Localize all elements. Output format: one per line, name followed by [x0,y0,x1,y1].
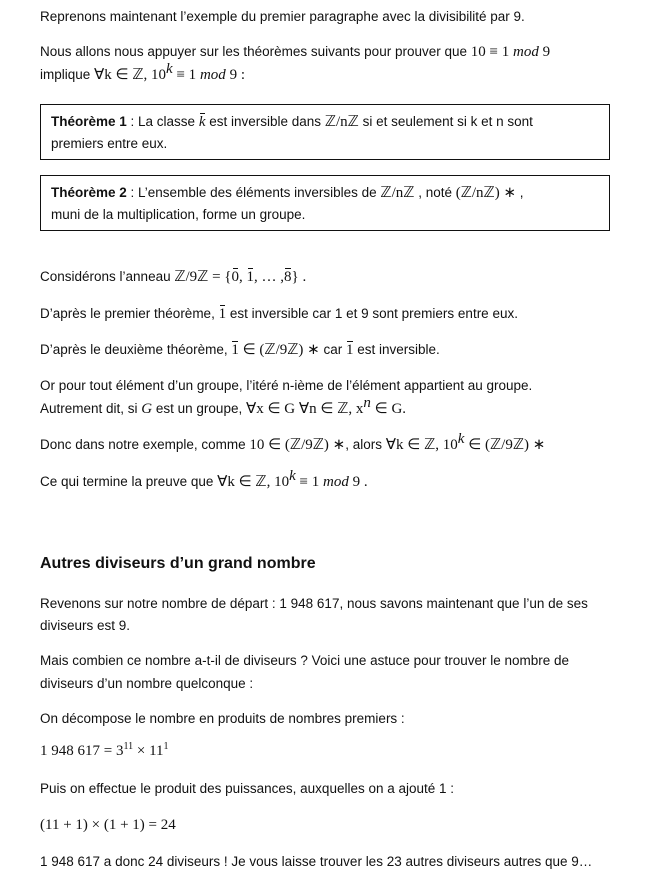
membership-expr: ∈ (ℤ/9ℤ) ∗ [238,342,320,358]
intro-line-3-text: implique [40,67,95,82]
class-one-4: 1 [346,340,354,361]
factorization-rhs: × 11 [133,743,164,759]
ring-z-nz: ℤ/nℤ [324,114,359,130]
proof-line-2 [40,303,650,325]
theorem-2-text-c: , [516,185,524,200]
proof-line-2-text-b: est inversible car 1 et 9 sont premiers entre eux. [226,306,518,321]
theorem-2-label: Théorème 2 [51,185,127,200]
k-bar-class: k [199,112,206,133]
unit-group: (ℤ/nℤ) ∗ [455,185,517,201]
theorem-2-text-a: : L’ensemble des éléments inversibles de [126,185,381,200]
proof-line-4 [40,375,650,396]
section-line-7 [40,851,650,872]
group-expr-end: ∈ G. [370,401,407,417]
theorem-2-line-2: muni de la multiplication, forme un groupe. [51,207,306,222]
section-line-1-text: Revenons sur notre nombre de départ : 1 948 617, nous savons maintenant que l’un de ses [40,596,588,611]
section-line-6 [40,778,650,799]
class-one-2: 1 [219,304,227,325]
proof-line-5-text-a: Autrement dit, si [40,401,142,416]
conclusion-modulus: 9 . [348,474,368,490]
theorem-1-text-b: est inversible dans [205,114,325,129]
ellipsis: , … , [254,269,285,285]
factorization-equation [40,741,650,762]
divisor-count-expr: (11 + 1) × (1 + 1) = 24 [40,817,176,833]
section-line-3-text: Mais combien ce nombre a-t-il de diviseurs ? Voici une astuce pour trouver le nombre de [40,653,570,668]
class-one-3: 1 [231,340,239,361]
forall-expression: ∀k ∈ ℤ, 10 [94,67,167,83]
ten-membership: 10 ∈ (ℤ/9ℤ) ∗ [249,437,346,453]
factorization-lhs: 1 948 617 = 3 [40,743,124,759]
proof-line-7-text: Ce qui termine la preuve que [40,474,218,489]
conclusion-expr: ∀k ∈ ℤ, 10 [217,474,290,490]
section-line-3 [40,650,650,671]
class-one: 1 [247,267,255,288]
theorem-2-box [40,175,610,231]
class-eight: 8 [284,267,292,288]
exponent-k-3: k [289,468,296,484]
theorem-2-text-b: , noté [414,185,456,200]
conclusion-congruence: ≡ 1 [295,474,323,490]
power-membership: ∈ (ℤ/9ℤ) ∗ [464,437,546,453]
ring-z-nz-2: ℤ/nℤ [380,185,415,201]
proof-line-4-text: Or pour tout élément d’un groupe, l’itéré n-ième de l’élément appartient au groupe. [40,378,533,393]
divisor-count-equation [40,815,650,836]
proof-line-1-text: Considérons l’anneau [40,269,175,284]
section-line-1 [40,593,650,614]
section-line-4-text: diviseurs d’un nombre quelconque : [40,676,254,691]
proof-line-3-text-b: car [319,342,347,357]
modulus-2: 9 : [229,67,245,83]
exponent-one: 1 [163,741,169,752]
mod-keyword-3: mod [323,474,349,490]
section-heading: Autres diviseurs d’un grand nombre [40,555,316,572]
proof-line-5 [40,395,650,420]
exponent-eleven: 11 [123,741,134,752]
section-line-4 [40,673,650,694]
theorem-1-label: Théorème 1 [51,114,127,129]
proof-line-2-text-a: D’après le premier théorème, [40,306,219,321]
exponent-k-2: k [457,431,465,447]
proof-line-5-text-b: est un groupe, [152,401,246,416]
modulus: 9 [542,44,551,60]
proof-line-3 [40,339,650,361]
proof-line-6-text-b: , alors [345,437,386,452]
theorem-1-text-a: : La classe [126,114,199,129]
mod-keyword: mod [512,44,539,60]
group-g: G [141,401,153,417]
proof-line-3-text-a: D’après le deuxième théorème, [40,342,232,357]
theorem-1-box [40,104,610,160]
section-line-6-text: Puis on effectue le produit des puissances, auxquelles on a ajouté 1 : [40,781,455,796]
proof-line-7 [40,468,650,493]
intro-line-1 [40,6,650,27]
class-zero: 0 [232,267,240,288]
set-close: } . [291,269,307,285]
congruence-expression: 10 ≡ 1 [470,44,510,60]
group-expr: ∀x ∈ G ∀n ∈ ℤ, x [245,401,364,417]
theorem-1-line-1 [51,111,599,133]
section-line-2-text: diviseurs est 9. [40,618,131,633]
proof-line-3-text-c: est inversible. [353,342,440,357]
ring-z-9z: ℤ/9ℤ = { [174,269,232,285]
theorem-2-line-1 [51,182,599,204]
section-line-7-text: 1 948 617 a donc 24 diviseurs ! Je vous laisse trouver les 23 autres diviseurs autres que 9… [40,854,593,869]
intro-line-2-text: Nous allons nous appuyer sur les théorèmes suivants pour prouver que [40,44,471,59]
proof-line-6 [40,431,650,456]
section-line-5 [40,708,650,729]
section-line-2 [40,615,650,636]
exponent-k: k [166,61,173,77]
theorem-1-text-c: si et seulement si k et n sont [358,114,533,129]
proof-line-6-text-a: Donc dans notre exemple, comme [40,437,250,452]
intro-line-3 [40,61,650,86]
intro-line-1-text: Reprenons maintenant l’exemple du premier paragraphe avec la divisibilité par 9. [40,9,525,24]
forall-ten: ∀k ∈ ℤ, 10 [385,437,458,453]
exponent-n: n [363,395,371,411]
theorem-1-line-2: premiers entre eux. [51,136,168,151]
section-line-5-text: On décompose le nombre en produits de nombres premiers : [40,711,405,726]
mod-keyword-2: mod [199,67,226,83]
proof-line-1: Considérons l’anneau ℤ/9ℤ = {0, 1, … ,8} . [40,266,650,288]
intro-line-2 [40,41,650,63]
congruence-rhs: ≡ 1 [176,67,197,83]
